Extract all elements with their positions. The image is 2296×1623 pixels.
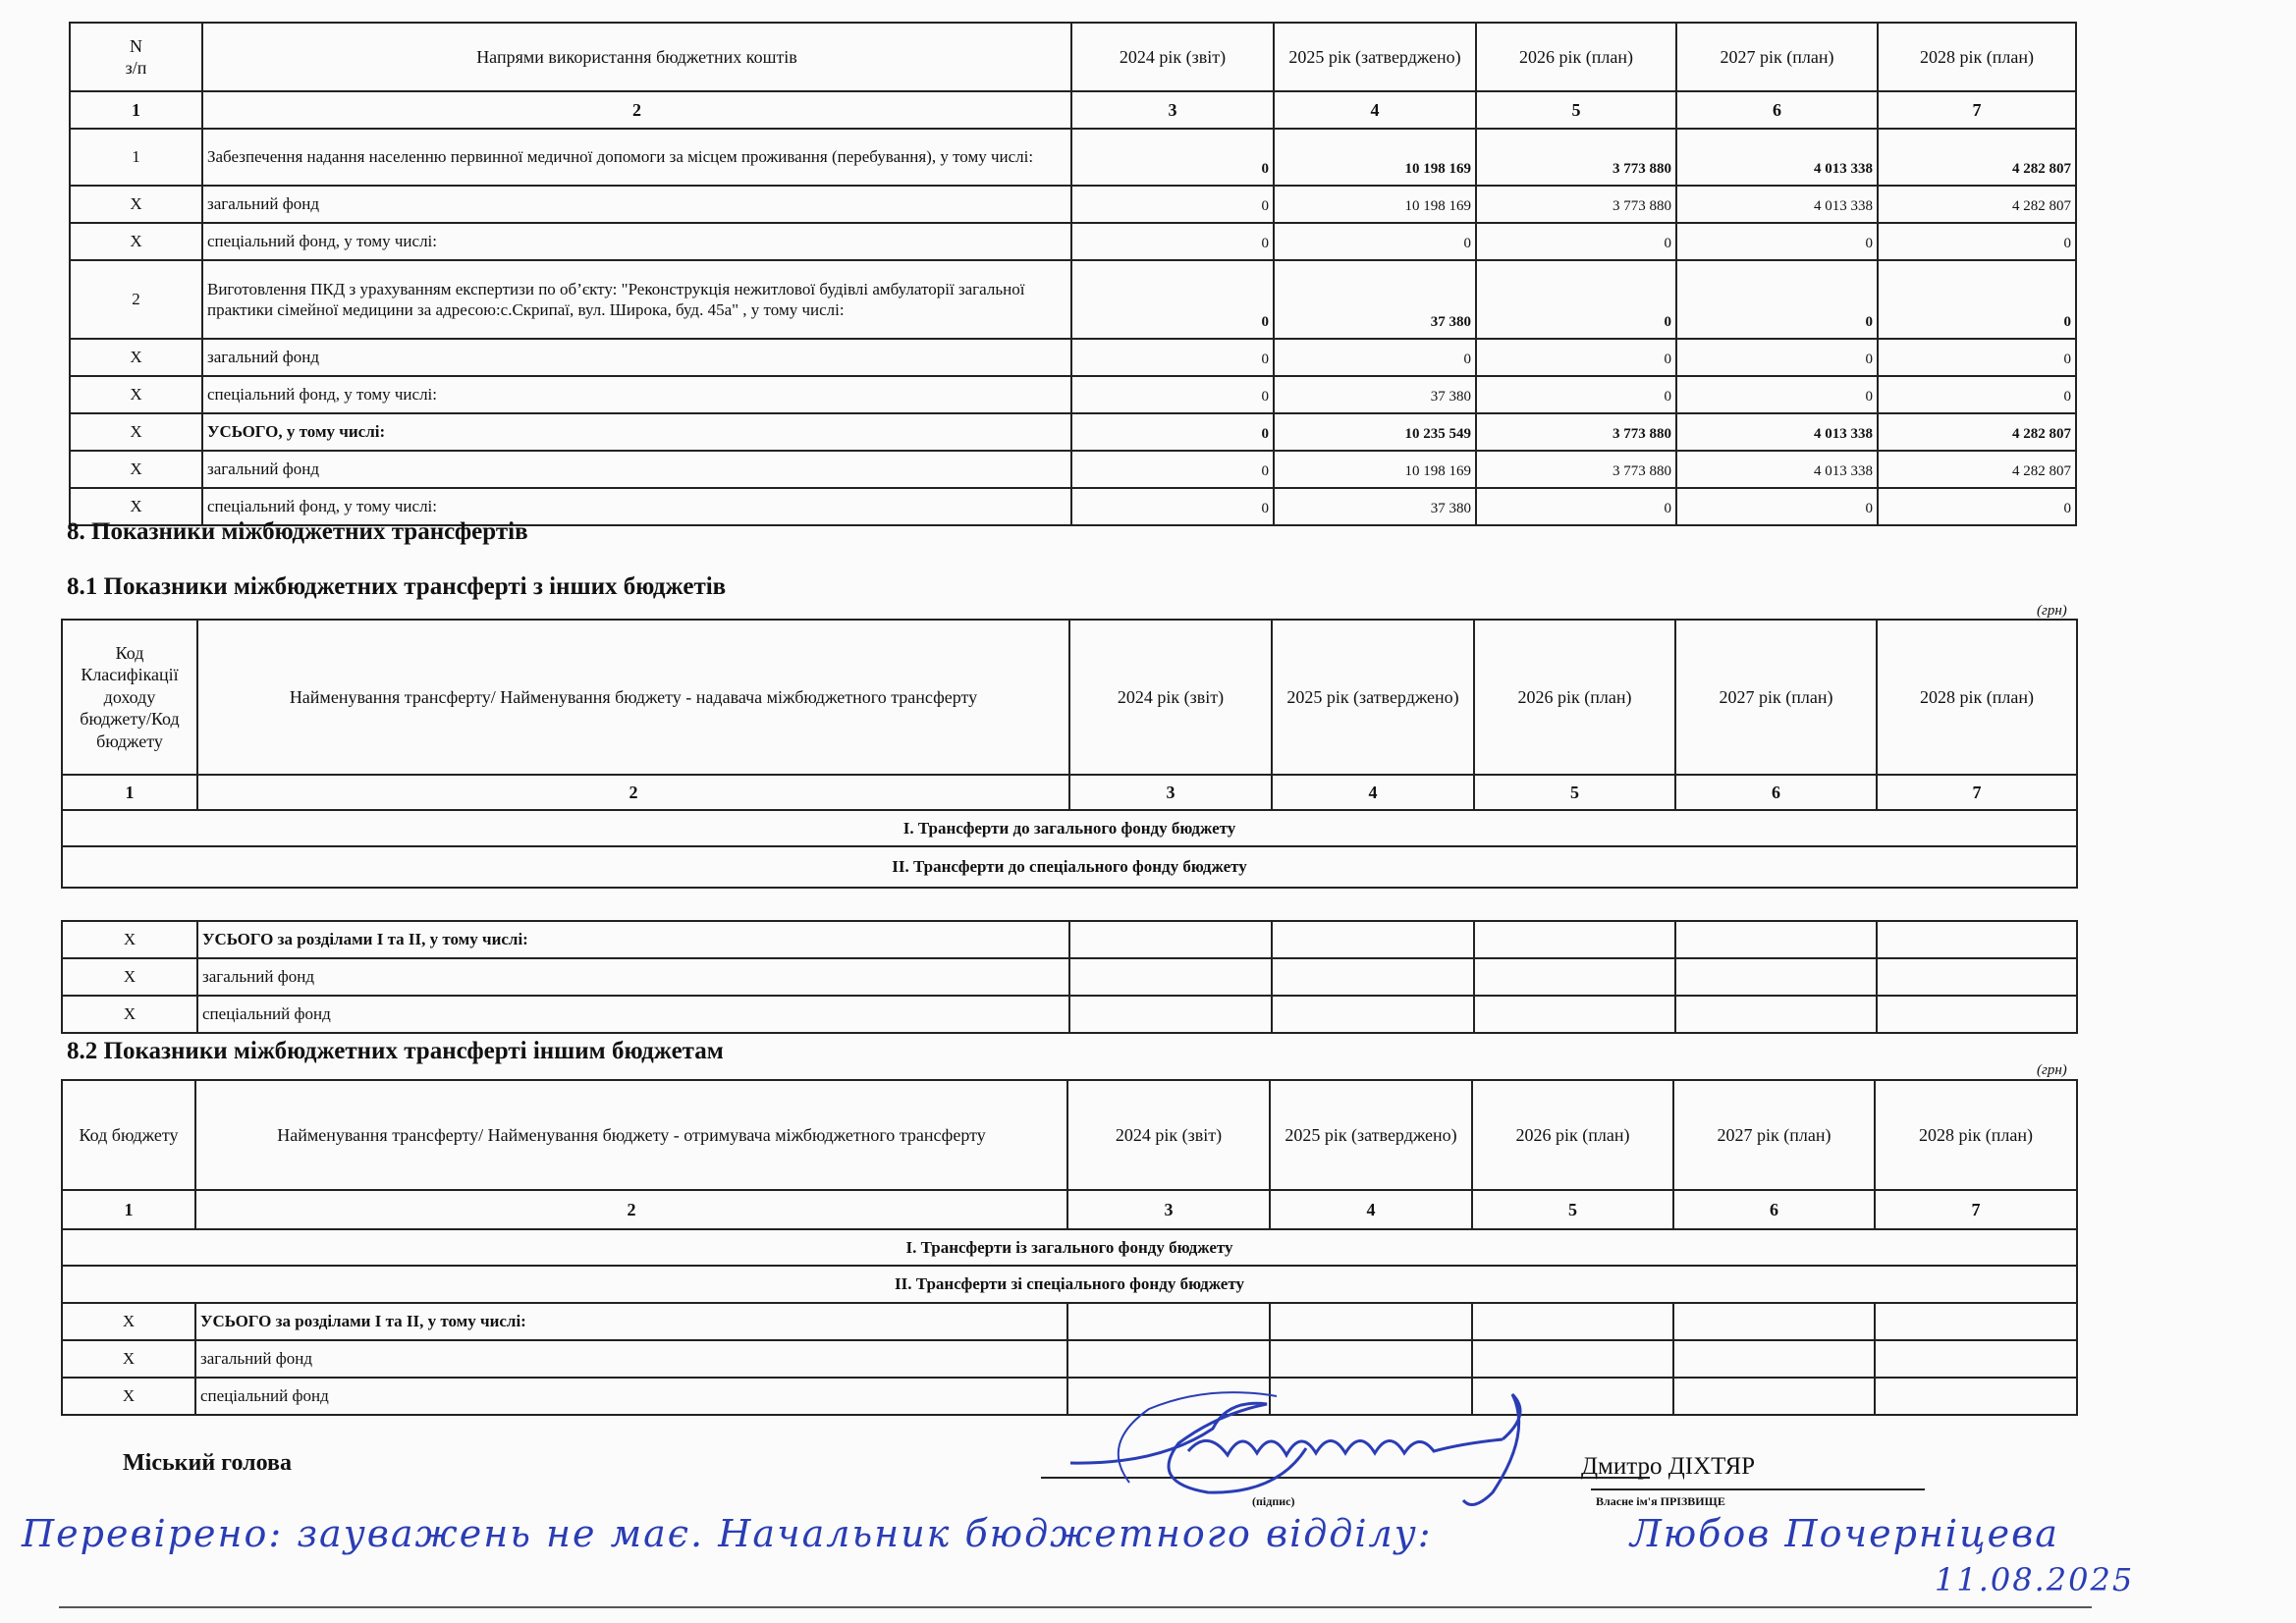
column-number: 2 xyxy=(197,775,1069,810)
value-cell: 0 xyxy=(1071,451,1274,488)
value-cell: 37 380 xyxy=(1274,488,1476,525)
total-row xyxy=(62,958,2077,996)
value-cell: 37 380 xyxy=(1274,260,1476,339)
header-cell: 2027 рік (план) xyxy=(1675,620,1877,775)
header-cell: 2024 рік (звіт) xyxy=(1067,1080,1270,1190)
row-name: Забезпечення надання населенню первинної медичної допомоги за місцем проживання (перебування), у тому числі: xyxy=(202,129,1071,186)
row-number: X xyxy=(70,488,202,525)
table-row xyxy=(70,186,2076,223)
value-cell: 0 xyxy=(1676,223,1878,260)
value-cell: 0 xyxy=(1071,260,1274,339)
header-cell: Найменування трансферту/ Найменування бюджету - отримувача міжбюджетного трансферту xyxy=(195,1080,1067,1190)
header-cell: 2027 рік (план) xyxy=(1676,23,1878,91)
value-cell: 0 xyxy=(1071,413,1274,451)
column-number: 7 xyxy=(1877,775,2077,810)
group-label: І. Трансферти із загального фонду бюджету xyxy=(62,1229,2077,1266)
table-row xyxy=(70,376,2076,413)
column-number-row xyxy=(62,775,2077,810)
name-line xyxy=(1591,1488,1925,1490)
handwritten-note: Перевірено: зауважень не має. Начальник бюджетного відділу: xyxy=(22,1512,1433,1555)
row-number: 2 xyxy=(70,260,202,339)
column-number: 4 xyxy=(1272,775,1474,810)
row-number: X xyxy=(62,1303,195,1340)
row-name: УСЬОГО, у тому числі: xyxy=(202,413,1071,451)
column-number: 5 xyxy=(1472,1190,1673,1229)
value-cell: 0 xyxy=(1071,129,1274,186)
group-row xyxy=(62,1266,2077,1303)
header-cell: 2026 рік (план) xyxy=(1474,620,1675,775)
row-number: X xyxy=(62,1340,195,1378)
row-name: загальний фонд xyxy=(202,451,1071,488)
header-cell: Найменування трансферту/ Найменування бюджету - надавача міжбюджетного трансферту xyxy=(197,620,1069,775)
expenses-table xyxy=(69,22,2077,526)
column-number: 3 xyxy=(1069,775,1272,810)
transfers-in-header-row xyxy=(62,620,2077,775)
column-number-row xyxy=(70,91,2076,129)
row-name: спеціальний фонд, у тому числі: xyxy=(202,488,1071,525)
value-cell: 3 773 880 xyxy=(1476,413,1676,451)
header-cell: Код бюджету xyxy=(62,1080,195,1190)
header-cell: 2028 рік (план) xyxy=(1875,1080,2077,1190)
signer-name: Дмитро ДІХТЯР xyxy=(1581,1453,1756,1480)
transfers-in-totals-table xyxy=(61,920,2078,1034)
value-cell: 0 xyxy=(1274,223,1476,260)
value-cell: 10 198 169 xyxy=(1274,186,1476,223)
header-cell: 2027 рік (план) xyxy=(1673,1080,1875,1190)
section-8-2-title: 8.2 Показники міжбюджетних трансферті іншим бюджетам xyxy=(67,1038,724,1064)
value-cell: 0 xyxy=(1476,488,1676,525)
value-cell: 37 380 xyxy=(1274,376,1476,413)
value-cell: 0 xyxy=(1676,339,1878,376)
column-number: 1 xyxy=(62,1190,195,1229)
group-row xyxy=(62,810,2077,846)
handwritten-signer: Любов Почерніцева xyxy=(1630,1512,2059,1555)
value-cell: 4 013 338 xyxy=(1676,129,1878,186)
value-cell: 0 xyxy=(1878,223,2076,260)
header-cell: 2028 рік (план) xyxy=(1877,620,2077,775)
value-cell: 0 xyxy=(1676,488,1878,525)
column-number: 4 xyxy=(1274,91,1476,129)
header-cell: N з/п xyxy=(70,23,202,91)
total-row xyxy=(62,921,2077,958)
value-cell: 3 773 880 xyxy=(1476,129,1676,186)
value-cell: 0 xyxy=(1071,186,1274,223)
total-row xyxy=(62,996,2077,1033)
signature-scribble xyxy=(1041,1375,1571,1522)
column-number: 4 xyxy=(1270,1190,1472,1229)
column-number: 6 xyxy=(1676,91,1878,129)
column-number: 3 xyxy=(1071,91,1274,129)
column-number: 6 xyxy=(1675,775,1877,810)
column-number: 5 xyxy=(1474,775,1675,810)
value-cell: 4 013 338 xyxy=(1676,413,1878,451)
column-number: 3 xyxy=(1067,1190,1270,1229)
row-name: загальний фонд xyxy=(195,1340,1067,1378)
header-cell: 2025 рік (затверджено) xyxy=(1272,620,1474,775)
header-cell: 2026 рік (план) xyxy=(1476,23,1676,91)
row-number: 1 xyxy=(70,129,202,186)
group-row xyxy=(62,1229,2077,1266)
row-name: загальний фонд xyxy=(202,186,1071,223)
transfers-in-table xyxy=(61,619,2078,889)
value-cell: 4 013 338 xyxy=(1676,186,1878,223)
handwritten-date: 11.08.2025 xyxy=(1935,1561,2135,1598)
expenses-header-row xyxy=(70,23,2076,91)
value-cell: 0 xyxy=(1476,376,1676,413)
signature-caption: (підпис) xyxy=(1252,1494,1295,1508)
row-name: спеціальний фонд xyxy=(195,1378,1067,1415)
group-label: ІІ. Трансферти до спеціального фонду бюджету xyxy=(62,846,2077,888)
row-name: Виготовлення ПКД з урахуванням експертизи по об’єкту: "Реконструкція нежитлової будівлі амбулаторії загальної практики сімейної медицини за адресою:с.Скрипаї, вул. Широка, буд. 45а" , у тому числі: xyxy=(202,260,1071,339)
column-number: 6 xyxy=(1673,1190,1875,1229)
value-cell: 0 xyxy=(1878,488,2076,525)
header-cell: 2026 рік (план) xyxy=(1472,1080,1673,1190)
header-cell: 2024 рік (звіт) xyxy=(1069,620,1272,775)
row-name: УСЬОГО за розділами І та ІІ, у тому числі: xyxy=(197,921,1069,958)
group-row xyxy=(62,846,2077,888)
bottom-rule xyxy=(59,1606,2092,1608)
column-number: 1 xyxy=(62,775,197,810)
row-number: X xyxy=(70,186,202,223)
row-name: спеціальний фонд, у тому числі: xyxy=(202,376,1071,413)
value-cell: 0 xyxy=(1071,376,1274,413)
row-name: спеціальний фонд, у тому числі: xyxy=(202,223,1071,260)
value-cell: 10 235 549 xyxy=(1274,413,1476,451)
header-cell: Напрями використання бюджетних коштів xyxy=(202,23,1071,91)
value-cell: 4 282 807 xyxy=(1878,451,2076,488)
unit-label: (грн) xyxy=(2037,1062,2067,1078)
row-name: спеціальний фонд xyxy=(197,996,1069,1033)
unit-label: (грн) xyxy=(2037,603,2067,619)
name-caption: Власне ім'я ПРІЗВИЩЕ xyxy=(1596,1494,1725,1508)
value-cell: 0 xyxy=(1476,339,1676,376)
total-row xyxy=(62,1303,2077,1340)
value-cell: 0 xyxy=(1676,376,1878,413)
value-cell: 0 xyxy=(1476,223,1676,260)
value-cell: 4 282 807 xyxy=(1878,413,2076,451)
value-cell: 3 773 880 xyxy=(1476,186,1676,223)
row-number: X xyxy=(70,451,202,488)
value-cell: 0 xyxy=(1676,260,1878,339)
value-cell: 0 xyxy=(1878,376,2076,413)
section-8-title: 8. Показники міжбюджетних трансфертів xyxy=(67,518,528,545)
value-cell: 0 xyxy=(1476,260,1676,339)
table-row xyxy=(70,413,2076,451)
column-number: 2 xyxy=(195,1190,1067,1229)
column-number: 7 xyxy=(1878,91,2076,129)
table-row xyxy=(70,260,2076,339)
header-cell: Код Класифікації доходу бюджету/Код бюджету xyxy=(62,620,197,775)
value-cell: 0 xyxy=(1071,488,1274,525)
value-cell: 4 282 807 xyxy=(1878,129,2076,186)
table-row xyxy=(70,451,2076,488)
group-label: І. Трансферти до загального фонду бюджету xyxy=(62,810,2077,846)
row-number: X xyxy=(62,996,197,1033)
row-number: X xyxy=(70,413,202,451)
row-name: УСЬОГО за розділами І та ІІ, у тому числі: xyxy=(195,1303,1067,1340)
table-row xyxy=(70,223,2076,260)
row-number: X xyxy=(70,339,202,376)
value-cell: 0 xyxy=(1878,339,2076,376)
row-number: X xyxy=(62,958,197,996)
column-number-row xyxy=(62,1190,2077,1229)
transfers-out-header-row xyxy=(62,1080,2077,1190)
row-number: X xyxy=(62,921,197,958)
value-cell: 10 198 169 xyxy=(1274,451,1476,488)
column-number: 1 xyxy=(70,91,202,129)
header-cell: 2028 рік (план) xyxy=(1878,23,2076,91)
header-cell: 2025 рік (затверджено) xyxy=(1270,1080,1472,1190)
value-cell: 3 773 880 xyxy=(1476,451,1676,488)
expenses-body xyxy=(70,129,2076,525)
table-row xyxy=(70,339,2076,376)
value-cell: 4 013 338 xyxy=(1676,451,1878,488)
column-number: 7 xyxy=(1875,1190,2077,1229)
row-name: загальний фонд xyxy=(197,958,1069,996)
position-label: Міський голова xyxy=(123,1450,292,1476)
total-row xyxy=(62,1340,2077,1378)
table-row xyxy=(70,129,2076,186)
section-8-1-title: 8.1 Показники міжбюджетних трансферті з інших бюджетів xyxy=(67,573,727,600)
column-number: 2 xyxy=(202,91,1071,129)
value-cell: 4 282 807 xyxy=(1878,186,2076,223)
column-number: 5 xyxy=(1476,91,1676,129)
value-cell: 0 xyxy=(1071,339,1274,376)
value-cell: 10 198 169 xyxy=(1274,129,1476,186)
row-number: X xyxy=(62,1378,195,1415)
row-number: X xyxy=(70,376,202,413)
value-cell: 0 xyxy=(1274,339,1476,376)
value-cell: 0 xyxy=(1878,260,2076,339)
value-cell: 0 xyxy=(1071,223,1274,260)
row-name: загальний фонд xyxy=(202,339,1071,376)
row-number: X xyxy=(70,223,202,260)
header-cell: 2025 рік (затверджено) xyxy=(1274,23,1476,91)
transfers-out-table xyxy=(61,1079,2078,1416)
group-label: ІІ. Трансферти зі спеціального фонду бюджету xyxy=(62,1266,2077,1303)
header-cell: 2024 рік (звіт) xyxy=(1071,23,1274,91)
